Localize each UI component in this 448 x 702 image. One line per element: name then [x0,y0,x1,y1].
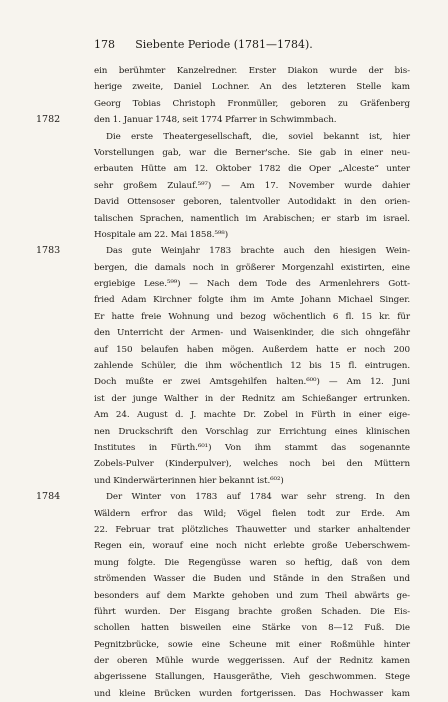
text-line: zahlende Schüler, die ihm wöchentlich 12 bis 15 fl. eintrugen. [94,361,410,372]
running-head: Siebente Periode (1781—1784). [135,38,313,51]
text-line: Doch mußte er zwei Amtsgehilfen halten.⁶⁰⁰) — Am 12. Juni [94,377,410,388]
text-line: Vorstellungen gab, war die Berner'sche. Sie gab in einer neu- [94,147,410,158]
text-line: talischen Sprachen, namentlich im Arabischen; er starb im israel. [94,213,410,224]
text-line: mung folgte. Die Regengüsse waren so heftig, daß von dem [94,557,410,568]
text-line: auf 150 belaufen haben mögen. Außerdem hatte er noch 200 [94,344,410,355]
text-line: sehr großem Zulauf.⁵⁹⁷) — Am 17. November wurde dahier [94,180,410,191]
text-line: Die erste Theatergesellschaft, die, soviel bekannt ist, hier [106,131,410,142]
text-line: ergiebige Lese.⁵⁹⁹) — Nach dem Tode des Armenlehrers Gott- [94,279,410,290]
text-line: den 1. Januar 1748, seit 1774 Pfarrer in Schwimmbach. [94,115,337,126]
text-line: führt wurden. Der Eisgang brachte großen Schaden. Die Eis- [94,606,410,617]
text-line: Pegnitzbrücke, sowie eine Scheune mit einer Roßmühle hinter [94,639,410,650]
text-line: schollen hatten bisweilen eine Stärke von 8—12 Fuß. Die [94,623,410,634]
text-line: Zobels-Pulver (Kinderpulver), welches noch bei den Müttern [94,459,410,470]
body-text [94,63,410,702]
text-line: der oberen Mühle wurde weggerissen. Auf der Rednitz kamen [94,656,410,667]
margin-year-1784: 1784 [36,491,61,503]
text-line: Er hatte freie Wohnung und bezog wöchentlich 6 fl. 15 kr. für [94,311,410,322]
text-line: ein berühmter Kanzelredner. Erster Diakon wurde der bis- [94,66,410,76]
text-line: und kleine Brücken wurden fortgerissen. Das Hochwasser kam [94,688,410,699]
text-line: fried Adam Kirchner folgte ihm im Amte Johann Michael Singer. [94,295,410,306]
text-line: nen Druckschrift den Vorschlag zur Errichtung eines klinischen [94,426,410,437]
text-line: abgerissene Stallungen, Hausgeräthe, Vieh geschwommen. Stege [94,672,410,683]
text-line: ist der junge Walther in der Rednitz am Schießanger ertrunken. [94,393,410,404]
text-line: Georg Tobias Christoph Fronmüller, geboren zu Gräfenberg [94,98,410,109]
text-line: und Kinderwärterinnen hier bekannt ist.⁶⁰²) [94,475,284,486]
text-line: den Unterricht der Armen- und Waisenkinder, die sich ohngefähr [94,328,410,339]
margin-year-1783: 1783 [36,245,61,257]
text-line: besonders auf dem Markte gehoben und zum Theil abwärts ge- [94,590,410,601]
text-line: Das gute Weinjahr 1783 brachte auch den hiesigen Wein- [106,246,410,257]
text-line: erbauten Hütte am 12. Oktober 1782 die Oper „Alceste“ unter [94,164,410,175]
text-line: Hospitale am 22. Mai 1858.⁵⁹⁸) [94,229,229,240]
text-line: Der Winter von 1783 auf 1784 war sehr streng. In den [106,492,410,503]
margin-year-1782: 1782 [36,114,61,126]
text-line: Institutes in Fürth.⁶⁰¹) Von ihm stammt das sogenannte [94,442,410,453]
text-line: Am 24. August d. J. machte Dr. Zobel in Fürth in einer eige- [94,410,410,421]
text-line: strömenden Wasser die Buden und Stände in den Straßen und [94,574,410,585]
text-line: David Ottensoser geboren, talentvoller Autodidakt in den orien- [94,197,410,208]
text-line: 22. Februar trat plötzliches Thauwetter und starker anhaltender [94,524,410,535]
text-line: herige zweite, Daniel Lochner. An des letzteren Stelle kam [94,82,410,93]
page-number: 178 [94,38,115,51]
text-line: Regen ein, worauf eine noch nicht erlebte große Ueberschwem- [94,541,410,552]
page-header [0,38,448,54]
text-line: Wäldern erfror das Wild; Vögel fielen todt zur Erde. Am [94,508,410,519]
text-line: bergen, die damals noch in größerer Morgenzahl existirten, eine [94,262,410,273]
